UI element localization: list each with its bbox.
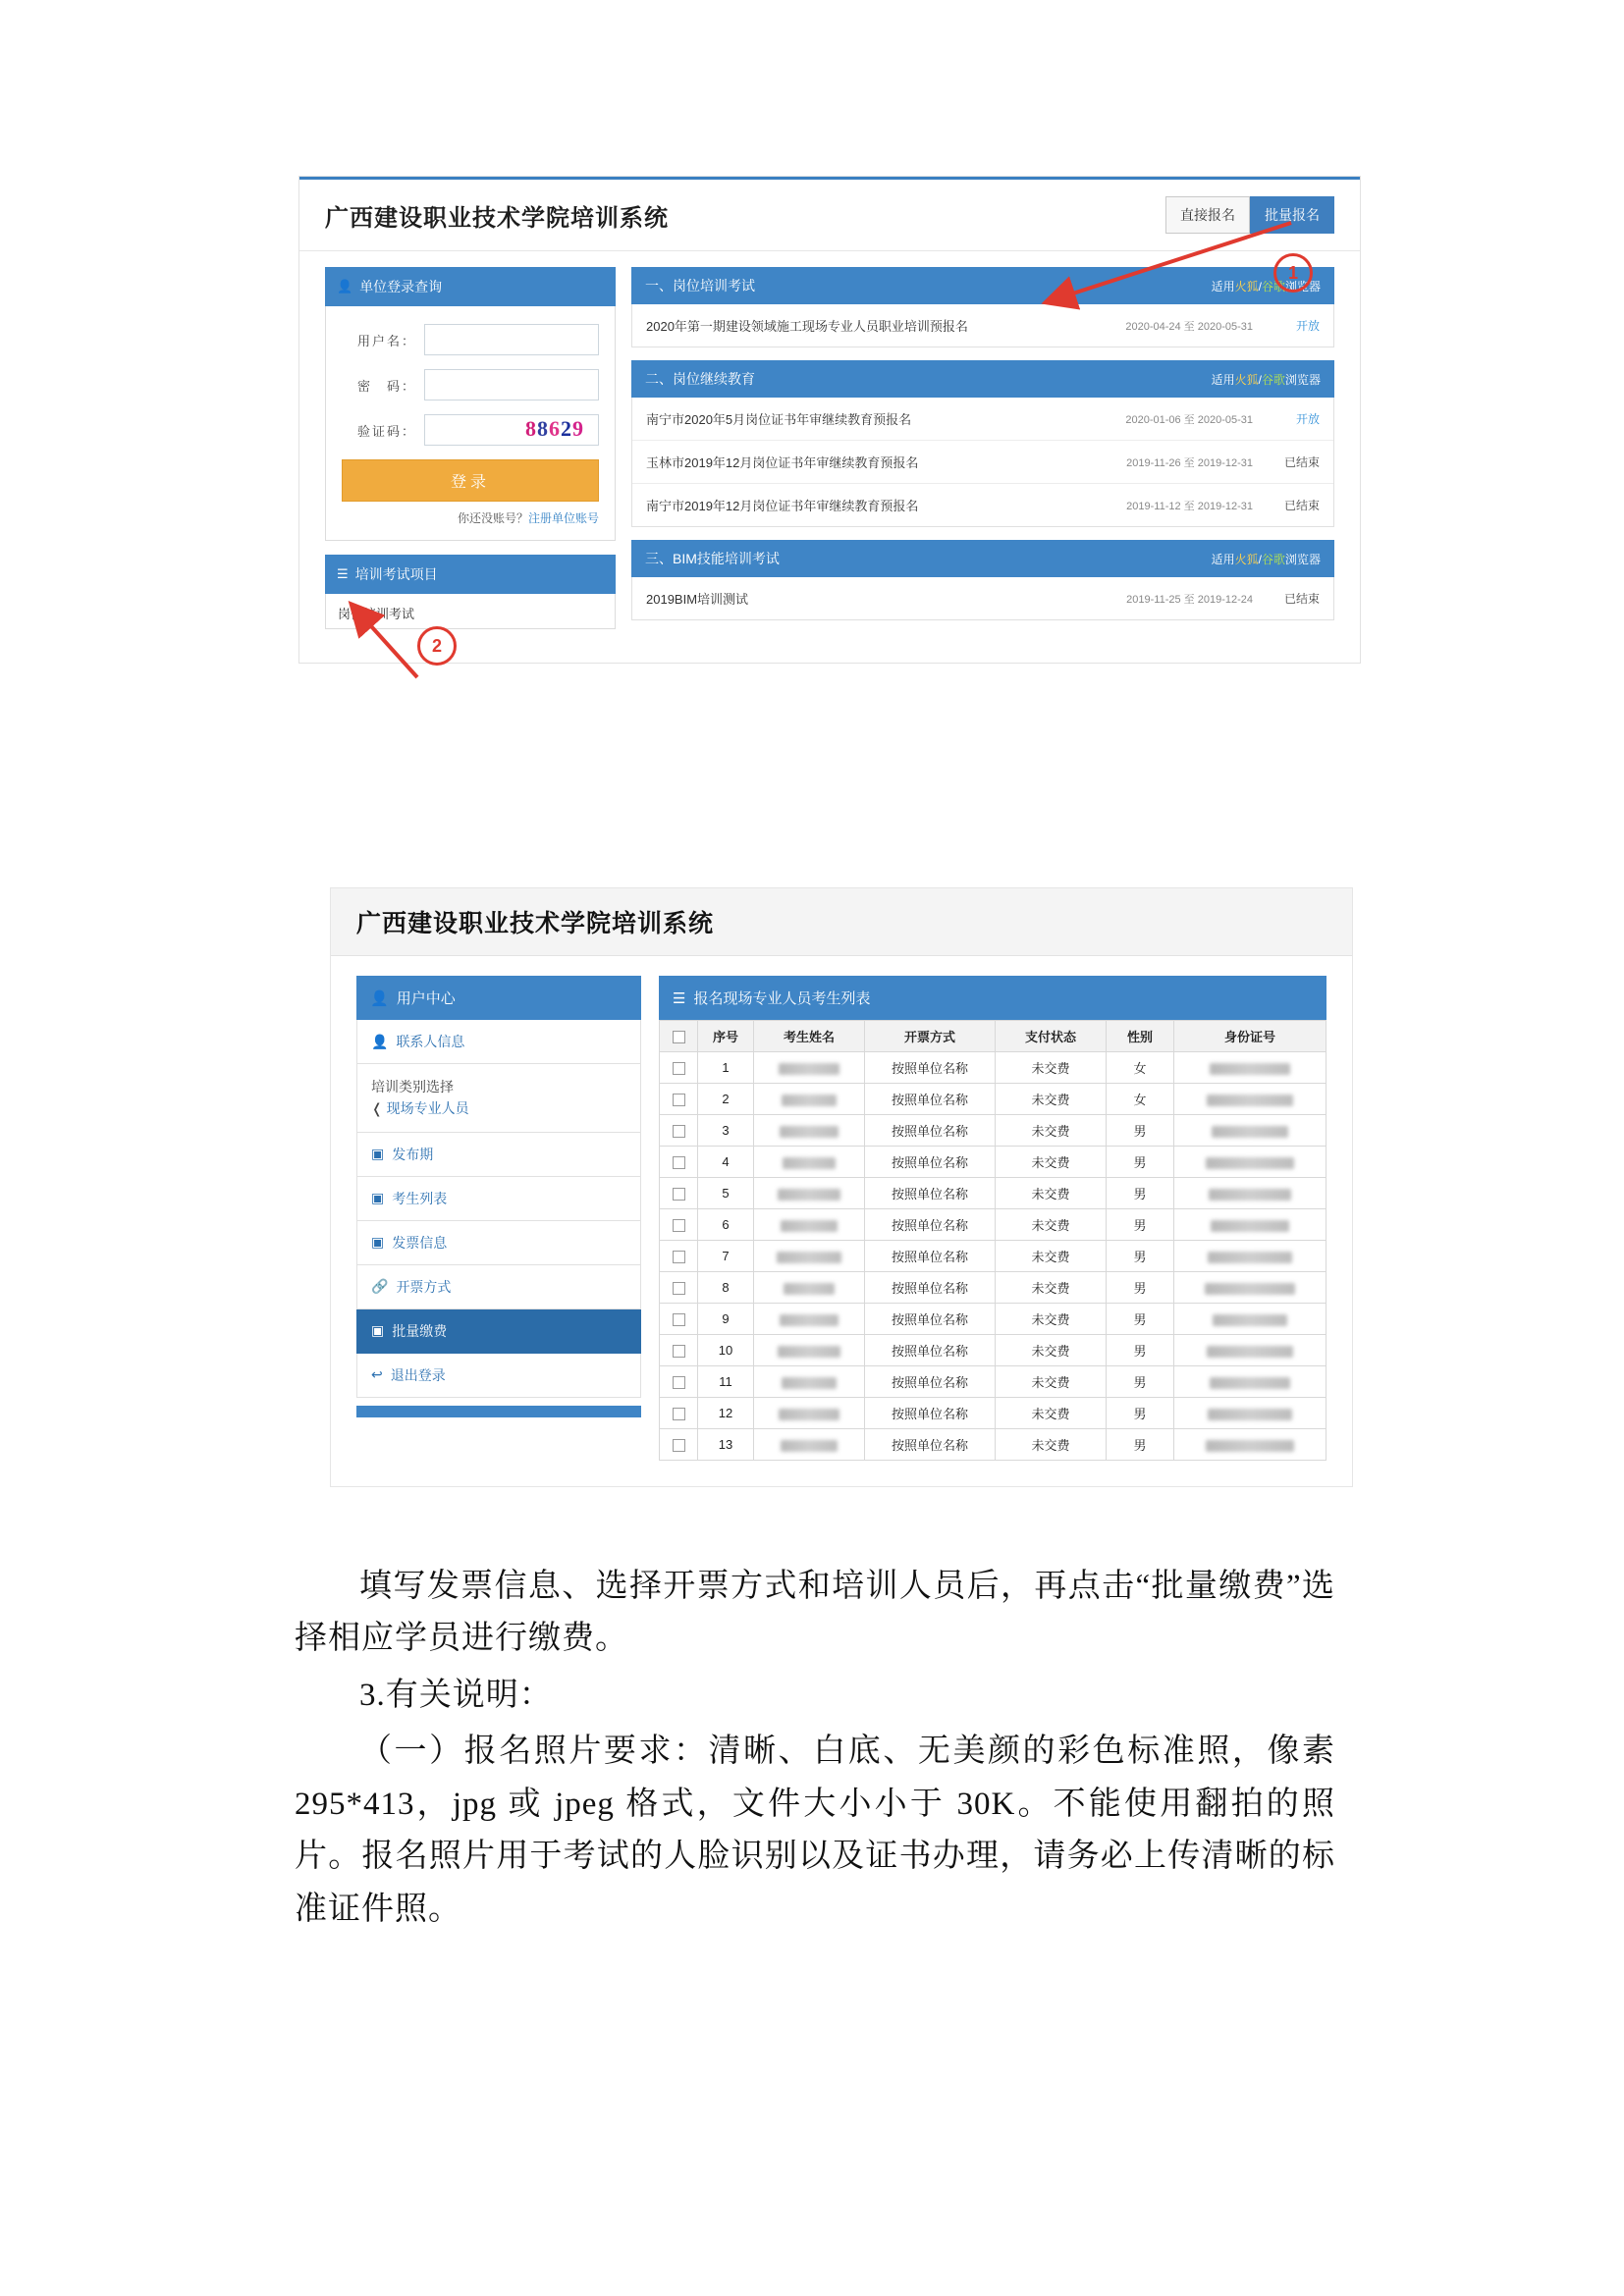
- cell-id: [1174, 1366, 1326, 1398]
- cell-payment-status: 未交费: [996, 1147, 1107, 1178]
- cell-invoice-method: 按照单位名称: [865, 1366, 996, 1398]
- course-row[interactable]: [632, 577, 1333, 619]
- cell-name: [754, 1366, 865, 1398]
- cell-payment-status: 未交费: [996, 1052, 1107, 1084]
- redacted-id: [1206, 1440, 1294, 1452]
- sidebar-item-label: 联系人信息: [396, 1034, 465, 1049]
- cell-payment-status: 未交费: [996, 1272, 1107, 1304]
- redacted-id: [1208, 1409, 1292, 1420]
- cell-id: [1174, 1052, 1326, 1084]
- register-line: [342, 509, 599, 526]
- sections-column: [631, 267, 1334, 633]
- table-header-row: [660, 1021, 1326, 1052]
- square-icon: ▣: [371, 1322, 385, 1339]
- cell-invoice-method: 按照单位名称: [865, 1335, 996, 1366]
- cell-id: [1174, 1147, 1326, 1178]
- cell-gender: 男: [1107, 1209, 1174, 1241]
- course-status: 开放: [1295, 412, 1320, 426]
- login-panel-header: [325, 267, 616, 306]
- back-arrow-icon: ↩: [371, 1366, 383, 1383]
- cell-name: [754, 1241, 865, 1272]
- cell-payment-status: 未交费: [996, 1398, 1107, 1429]
- column-select-all[interactable]: [660, 1021, 698, 1052]
- link-icon: 🔗: [371, 1278, 389, 1295]
- user-icon: 👤: [337, 279, 353, 294]
- sidebar-item-label: 退出登录: [390, 1366, 446, 1383]
- section-body-bim: [631, 577, 1334, 620]
- cell-payment-status: 未交费: [996, 1084, 1107, 1115]
- login-column: [325, 267, 616, 629]
- row-checkbox-cell[interactable]: [660, 1335, 698, 1366]
- table-row[interactable]: [660, 1115, 1326, 1147]
- redacted-name: [777, 1252, 841, 1263]
- candidate-table: [659, 1020, 1326, 1461]
- user-center-header: [356, 976, 641, 1020]
- user-center-title: 用户中心: [396, 990, 456, 1007]
- checkbox-icon[interactable]: [673, 1094, 685, 1106]
- cell-payment-status: 未交费: [996, 1115, 1107, 1147]
- cell-index: 3: [698, 1115, 754, 1147]
- project-list-item[interactable]: 岗位培训考试: [338, 607, 415, 621]
- sidebar-item-label: 培训类别选择: [371, 1079, 454, 1095]
- checkbox-icon[interactable]: [673, 1188, 685, 1201]
- cell-index: 4: [698, 1147, 754, 1178]
- cell-gender: 男: [1107, 1241, 1174, 1272]
- cell-invoice-method: 按照单位名称: [865, 1052, 996, 1084]
- column-gender: 性别: [1107, 1021, 1174, 1052]
- register-prefix: 你还没账号？: [457, 511, 528, 525]
- browser-tip-3: 适用火狐/谷歌浏览器: [1211, 552, 1321, 566]
- cell-gender: 男: [1107, 1304, 1174, 1335]
- redacted-id: [1207, 1346, 1293, 1358]
- captcha-image[interactable]: 8 8 6 2 9: [514, 416, 596, 442]
- cell-index: 6: [698, 1209, 754, 1241]
- redacted-name: [778, 1189, 840, 1201]
- cell-invoice-method: 按照单位名称: [865, 1147, 996, 1178]
- cell-gender: 男: [1107, 1366, 1174, 1398]
- redacted-id: [1206, 1157, 1294, 1169]
- redacted-name: [783, 1157, 836, 1169]
- table-row[interactable]: [660, 1209, 1326, 1241]
- cell-payment-status: 未交费: [996, 1429, 1107, 1461]
- checkbox-icon[interactable]: [673, 1251, 685, 1263]
- table-row[interactable]: [660, 1147, 1326, 1178]
- column-invoice-method: 开票方式: [865, 1021, 996, 1052]
- checkbox-icon[interactable]: [673, 1313, 685, 1326]
- course-name: 玉林市2019年12月岗位证书年审继续教育预报名: [646, 455, 919, 470]
- cell-name: [754, 1429, 865, 1461]
- cell-payment-status: 未交费: [996, 1178, 1107, 1209]
- sidebar-item-publish-period[interactable]: [356, 1133, 641, 1177]
- column-payment-status: 支付状态: [996, 1021, 1107, 1052]
- annotation-badge-1: 1: [1273, 253, 1313, 293]
- section-header-continuing-education: [631, 360, 1334, 398]
- section-title-continuing-education: 二、岗位继续教育: [645, 371, 755, 387]
- column-id-number: 身份证号: [1174, 1021, 1326, 1052]
- table-row[interactable]: [660, 1304, 1326, 1335]
- paragraph-batch-payment: 填写发票信息、选择开票方式和培训人员后，再点击“批量缴费”选择相应学员进行缴费。: [295, 1569, 1335, 1657]
- sidebar-item-invoice-method[interactable]: [356, 1265, 641, 1309]
- browser-tip-2: 适用火狐/谷歌浏览器: [1211, 372, 1321, 387]
- cell-payment-status: 未交费: [996, 1366, 1107, 1398]
- square-icon: ▣: [371, 1234, 385, 1251]
- password-input-wrap: [424, 369, 599, 400]
- cell-id: [1174, 1241, 1326, 1272]
- cell-index: 7: [698, 1241, 754, 1272]
- redacted-name: [779, 1063, 839, 1075]
- cell-payment-status: 未交费: [996, 1241, 1107, 1272]
- section-header-bim: [631, 540, 1334, 577]
- sidebar-item-invoice-info[interactable]: [356, 1221, 641, 1265]
- cell-invoice-method: 按照单位名称: [865, 1084, 996, 1115]
- cell-index: 10: [698, 1335, 754, 1366]
- course-name: 南宁市2020年5月岗位证书年审继续教育预报名: [646, 412, 912, 427]
- table-row[interactable]: [660, 1366, 1326, 1398]
- redacted-id: [1205, 1283, 1295, 1295]
- page-title: 广西建设职业技术学院培训系统: [325, 204, 669, 232]
- row-checkbox-cell[interactable]: [660, 1084, 698, 1115]
- checkbox-icon[interactable]: [673, 1156, 685, 1169]
- sidebar-item-label: 发票信息: [392, 1234, 448, 1251]
- table-row[interactable]: [660, 1335, 1326, 1366]
- cell-gender: 女: [1107, 1052, 1174, 1084]
- username-row: [342, 324, 599, 355]
- checkbox-icon[interactable]: [673, 1219, 685, 1232]
- sidebar-item-label: 发布期: [392, 1146, 434, 1162]
- checkbox-icon[interactable]: [673, 1125, 685, 1138]
- sidebar-item-batch-payment[interactable]: [356, 1309, 641, 1354]
- cell-id: [1174, 1398, 1326, 1429]
- course-status: 已结束: [1283, 455, 1320, 469]
- register-link[interactable]: 注册单位账号: [527, 511, 599, 525]
- cell-name: [754, 1178, 865, 1209]
- user-icon: 👤: [370, 989, 389, 1007]
- cell-index: 8: [698, 1272, 754, 1304]
- sidebar-item-label: 考生列表: [392, 1190, 448, 1206]
- screenshot-user-center: [331, 888, 1352, 1486]
- redacted-id: [1210, 1377, 1290, 1389]
- redacted-name: [779, 1409, 839, 1420]
- login-form: [325, 306, 616, 541]
- table-row[interactable]: [660, 1084, 1326, 1115]
- cell-invoice-method: 按照单位名称: [865, 1398, 996, 1429]
- cell-invoice-method: 按照单位名称: [865, 1209, 996, 1241]
- sidebar-item-training-category[interactable]: [356, 1064, 641, 1133]
- captcha-input-wrap: [424, 414, 599, 446]
- user-icon: 👤: [371, 1033, 389, 1049]
- square-icon: ▣: [371, 1190, 385, 1206]
- redacted-name: [781, 1440, 838, 1452]
- tab-direct-registration[interactable]: 直接报名: [1165, 196, 1250, 234]
- cell-id: [1174, 1178, 1326, 1209]
- password-input[interactable]: [425, 370, 598, 400]
- cell-name: [754, 1272, 865, 1304]
- checkbox-icon[interactable]: [673, 1031, 685, 1043]
- sidebar-item-candidate-list[interactable]: [356, 1177, 641, 1221]
- redacted-id: [1209, 1189, 1291, 1201]
- row-checkbox-cell[interactable]: [660, 1304, 698, 1335]
- sidebar-item-label: 开票方式: [396, 1278, 452, 1295]
- redacted-id: [1210, 1063, 1290, 1075]
- cell-index: 5: [698, 1178, 754, 1209]
- course-status: 已结束: [1283, 499, 1320, 512]
- checkbox-icon[interactable]: [673, 1282, 685, 1295]
- sidebar-item-contact-info[interactable]: [356, 1020, 641, 1064]
- course-name: 2020年第一期建设领域施工现场专业人员职业培训预报名: [646, 319, 968, 334]
- section-title-bim: 三、BIM技能培训考试: [645, 551, 780, 566]
- cell-gender: 男: [1107, 1272, 1174, 1304]
- row-checkbox-cell[interactable]: [660, 1366, 698, 1398]
- cell-id: [1174, 1304, 1326, 1335]
- row-checkbox-cell[interactable]: [660, 1398, 698, 1429]
- cell-gender: 男: [1107, 1147, 1174, 1178]
- cell-invoice-method: 按照单位名称: [865, 1429, 996, 1461]
- captcha-label: 验证码：: [356, 423, 416, 439]
- cell-invoice-method: 按照单位名称: [865, 1178, 996, 1209]
- candidate-table-panel: [659, 976, 1326, 1461]
- annotation-badge-2: 2: [417, 626, 457, 666]
- cell-gender: 男: [1107, 1335, 1174, 1366]
- password-row: [342, 369, 599, 400]
- cell-id: [1174, 1335, 1326, 1366]
- cell-name: [754, 1304, 865, 1335]
- table-row[interactable]: [660, 1272, 1326, 1304]
- cell-gender: 男: [1107, 1398, 1174, 1429]
- browser-tip-1: 适用火狐/谷歌浏览器: [1211, 279, 1321, 294]
- course-date: 2020-04-24 至 2020-05-31: [1125, 320, 1253, 333]
- cell-gender: 男: [1107, 1115, 1174, 1147]
- checkbox-icon[interactable]: [673, 1439, 685, 1452]
- row-checkbox-cell[interactable]: [660, 1052, 698, 1084]
- cell-id: [1174, 1209, 1326, 1241]
- redacted-name: [780, 1126, 839, 1138]
- row-checkbox-cell[interactable]: [660, 1272, 698, 1304]
- username-label: 用户名：: [356, 333, 416, 348]
- redacted-name: [781, 1220, 838, 1232]
- cell-index: 13: [698, 1429, 754, 1461]
- cell-id: [1174, 1272, 1326, 1304]
- cell-index: 1: [698, 1052, 754, 1084]
- course-status: 开放: [1295, 319, 1320, 333]
- cell-invoice-method: 按照单位名称: [865, 1241, 996, 1272]
- cell-index: 9: [698, 1304, 754, 1335]
- cell-gender: 男: [1107, 1178, 1174, 1209]
- sidebar-item-logout[interactable]: [356, 1354, 641, 1398]
- row-checkbox-cell[interactable]: [660, 1429, 698, 1461]
- course-name: 南宁市2019年12月岗位证书年审继续教育预报名: [646, 499, 919, 513]
- table-row[interactable]: [660, 1398, 1326, 1429]
- cell-name: [754, 1147, 865, 1178]
- project-panel-header: [325, 555, 616, 594]
- row-checkbox-cell[interactable]: [660, 1178, 698, 1209]
- redacted-id: [1211, 1220, 1289, 1232]
- cell-gender: 男: [1107, 1429, 1174, 1461]
- table-row[interactable]: [660, 1429, 1326, 1461]
- tab-batch-registration[interactable]: 批量报名: [1250, 196, 1334, 234]
- project-panel-title: 培训考试项目: [354, 566, 438, 582]
- redacted-name: [780, 1314, 839, 1326]
- course-date: 2019-11-26 至 2019-12-31: [1126, 456, 1253, 469]
- column-index: 序号: [698, 1021, 754, 1052]
- cell-invoice-method: 按照单位名称: [865, 1272, 996, 1304]
- course-name: 2019BIM培训测试: [646, 592, 749, 607]
- cell-name: [754, 1084, 865, 1115]
- cell-name: [754, 1335, 865, 1366]
- column-candidate-name: 考生姓名: [754, 1021, 865, 1052]
- sidebar-item-label: 批量缴费: [392, 1322, 448, 1339]
- row-checkbox-cell[interactable]: [660, 1209, 698, 1241]
- redacted-id: [1213, 1314, 1287, 1326]
- candidate-table-title: 报名现场专业人员考生列表: [693, 990, 871, 1007]
- cell-index: 2: [698, 1084, 754, 1115]
- candidate-table-header: [659, 976, 1326, 1020]
- cell-payment-status: 未交费: [996, 1304, 1107, 1335]
- course-row[interactable]: [632, 484, 1333, 526]
- cell-index: 11: [698, 1366, 754, 1398]
- list-icon: ☰: [673, 989, 686, 1007]
- table-row[interactable]: [660, 1178, 1326, 1209]
- redacted-id: [1212, 1126, 1288, 1138]
- square-icon: ▣: [371, 1146, 385, 1162]
- redacted-name: [778, 1346, 840, 1358]
- chevron-down-icon: ❬: [371, 1100, 383, 1117]
- course-date: 2020-01-06 至 2020-05-31: [1125, 413, 1253, 426]
- login-panel-title: 单位登录查询: [359, 279, 443, 294]
- username-input[interactable]: [425, 325, 598, 354]
- cell-payment-status: 未交费: [996, 1335, 1107, 1366]
- paragraph-photo-requirements: （一）报名照片要求：清晰、白底、无美颜的彩色标准照，像素 295*413，jpg 或 jpeg 格式，文件大小小于 30K。不能使用翻拍的照片。报名照片用于考试的人脸识别以及证书办理，请务必上传清晰的标准证件照。: [295, 1734, 1335, 1927]
- course-row[interactable]: [632, 441, 1333, 484]
- cell-id: [1174, 1084, 1326, 1115]
- document-body: [295, 1561, 1335, 1940]
- list-icon: ☰: [337, 566, 349, 581]
- checkbox-icon[interactable]: [673, 1376, 685, 1389]
- username-input-wrap: [424, 324, 599, 355]
- site-header-2: 广西建设职业技术学院培训系统: [331, 888, 1352, 956]
- captcha-row: [342, 414, 599, 446]
- redacted-name: [782, 1377, 837, 1389]
- cell-payment-status: 未交费: [996, 1209, 1107, 1241]
- redacted-name: [782, 1095, 837, 1106]
- cell-invoice-method: 按照单位名称: [865, 1115, 996, 1147]
- redacted-name: [784, 1283, 835, 1295]
- cell-invoice-method: 按照单位名称: [865, 1304, 996, 1335]
- sidebar-bottom-strip: [356, 1406, 641, 1417]
- user-center-sidebar: [356, 976, 641, 1461]
- course-row[interactable]: [632, 398, 1333, 441]
- course-date: 2019-11-25 至 2019-12-24: [1126, 593, 1253, 606]
- row-checkbox-cell[interactable]: [660, 1241, 698, 1272]
- checkbox-icon[interactable]: [673, 1408, 685, 1420]
- login-button[interactable]: 登录: [342, 459, 599, 502]
- section-title-post-training: 一、岗位培训考试: [645, 278, 755, 294]
- section-body-continuing-education: [631, 398, 1334, 527]
- table-row[interactable]: [660, 1052, 1326, 1084]
- cell-id: [1174, 1429, 1326, 1461]
- cell-id: [1174, 1115, 1326, 1147]
- course-status: 已结束: [1283, 592, 1320, 606]
- checkbox-icon[interactable]: [673, 1345, 685, 1358]
- cell-gender: 女: [1107, 1084, 1174, 1115]
- cell-name: [754, 1115, 865, 1147]
- redacted-id: [1207, 1095, 1293, 1106]
- row-checkbox-cell[interactable]: [660, 1115, 698, 1147]
- cell-name: [754, 1052, 865, 1084]
- table-row[interactable]: [660, 1241, 1326, 1272]
- sidebar-item-sublabel: 现场专业人员: [386, 1100, 469, 1117]
- checkbox-icon[interactable]: [673, 1062, 685, 1075]
- table-body: [660, 1052, 1326, 1461]
- password-label: 密 码：: [356, 378, 416, 394]
- cell-name: [754, 1209, 865, 1241]
- row-checkbox-cell[interactable]: [660, 1147, 698, 1178]
- redacted-id: [1208, 1252, 1292, 1263]
- cell-index: 12: [698, 1398, 754, 1429]
- cell-name: [754, 1398, 865, 1429]
- paragraph-notes-heading: 3.有关说明：: [359, 1677, 553, 1713]
- course-date: 2019-11-12 至 2019-12-31: [1126, 500, 1253, 512]
